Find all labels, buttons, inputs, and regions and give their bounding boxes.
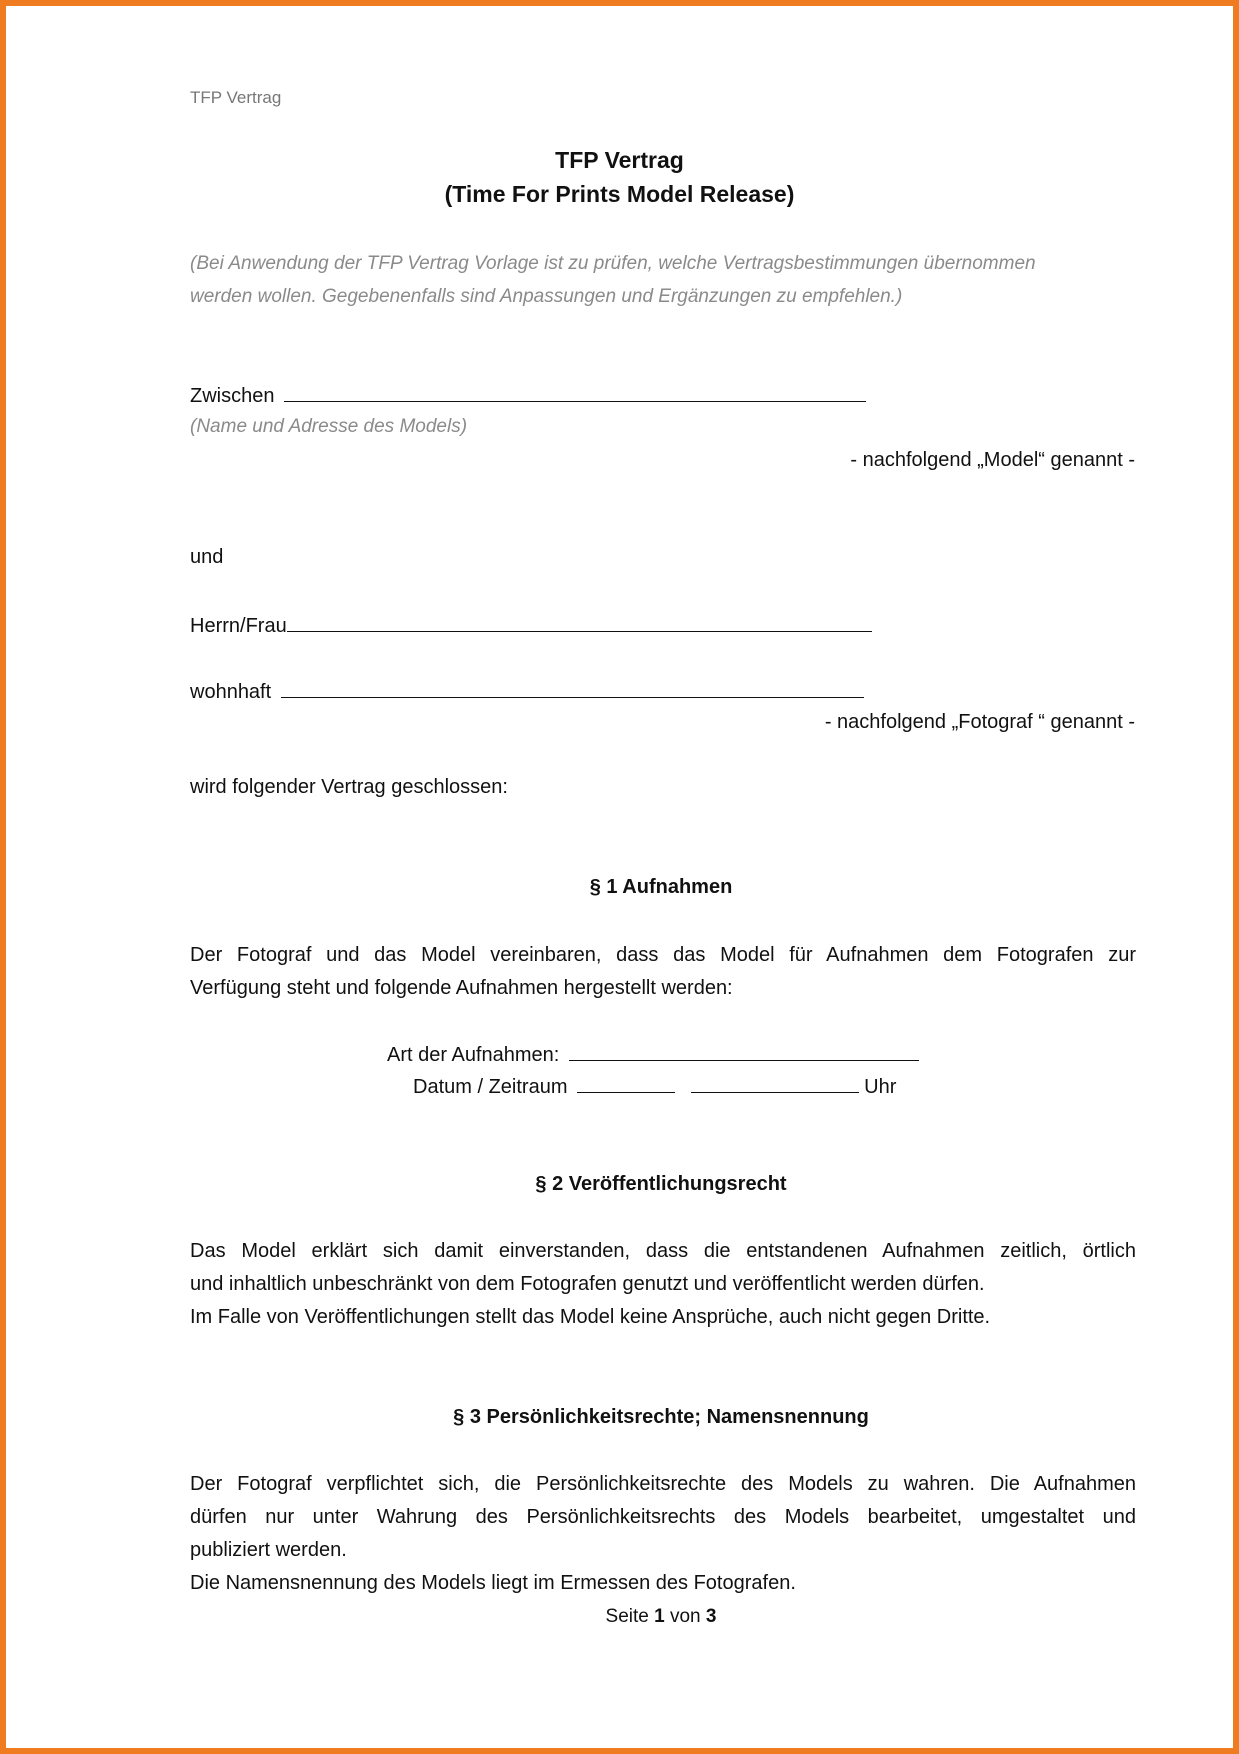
model-hint: (Name und Adresse des Models) — [190, 416, 468, 437]
fotograf-designation: - nachfolgend „Fotograf “ genannt - — [824, 711, 1135, 733]
datum-row — [413, 1073, 896, 1099]
datum-label: Datum / Zeitraum — [413, 1076, 568, 1098]
section-2-line-3: Im Falle von Veröffentlichungen stellt das Model keine Ansprüche, auch nicht gegen Dritte. — [190, 1306, 991, 1328]
herrn-frau-label: Herrn/Frau — [190, 615, 287, 637]
zwischen-row — [190, 382, 866, 408]
document-subtitle: (Time For Prints Model Release) — [444, 181, 795, 207]
conclusion-text: wird folgender Vertrag geschlossen: — [190, 776, 508, 798]
running-header: TFP Vertrag — [190, 88, 282, 107]
intro-note-line-1: (Bei Anwendung der TFP Vertrag Vorlage ist zu prüfen, welche Vertragsbestimmungen übernommen — [190, 253, 1036, 274]
fotograf-name-blank[interactable] — [287, 612, 872, 632]
art-blank[interactable] — [569, 1041, 919, 1061]
page-number-current: 1 — [654, 1606, 665, 1627]
section-1-line-2: Verfügung steht und folgende Aufnahmen hergestellt werden: — [190, 977, 733, 999]
page-number-label: Seite — [605, 1606, 649, 1627]
section-2-line-1: Das Model erklärt sich damit einverstanden, dass die entstandenen Aufnahmen zeitlich, örtlich — [190, 1240, 1136, 1262]
model-name-blank[interactable] — [284, 382, 866, 402]
zwischen-label: Zwischen — [190, 385, 275, 407]
document-title: TFP Vertrag — [555, 147, 684, 173]
und-text: und — [190, 546, 224, 568]
wohnhaft-row — [190, 678, 864, 704]
section-2-heading: § 2 Veröffentlichungsrecht — [535, 1173, 787, 1195]
wohnhaft-label: wohnhaft — [190, 681, 272, 703]
section-3-line-4: Die Namensnennung des Models liegt im Ermessen des Fotografen. — [190, 1572, 796, 1594]
model-designation: - nachfolgend „Model“ genannt - — [850, 449, 1135, 471]
section-3-line-1: Der Fotograf verpflichtet sich, die Persönlichkeitsrechte des Models zu wahren. Die Aufnahmen — [190, 1473, 1136, 1495]
uhr-label: Uhr — [864, 1076, 897, 1098]
section-3-line-2: dürfen nur unter Wahrung des Persönlichkeitsrechts des Models bearbeitet, umgestaltet und — [190, 1506, 1136, 1528]
section-1-line-1: Der Fotograf und das Model vereinbaren, dass das Model für Aufnahmen dem Fotografen zur — [190, 944, 1136, 966]
herrn-frau-row — [190, 612, 872, 638]
art-row — [387, 1041, 919, 1067]
section-1-heading: § 1 Aufnahmen — [589, 876, 733, 898]
intro-note-line-2: werden wollen. Gegebenenfalls sind Anpassungen und Ergänzungen zu empfehlen.) — [190, 286, 903, 307]
page-number-total: 3 — [705, 1606, 717, 1627]
datum-blank[interactable] — [577, 1073, 675, 1093]
page-number — [0, 1605, 1239, 1629]
page-number-von: von — [669, 1606, 701, 1627]
section-2-line-2: und inhaltlich unbeschränkt von dem Fotografen genutzt und veröffentlicht werden dürfen. — [190, 1273, 985, 1295]
section-3-heading: § 3 Persönlichkeitsrechte; Namensnennung — [453, 1406, 869, 1428]
uhrzeit-blank[interactable] — [691, 1073, 859, 1093]
fotograf-address-blank[interactable] — [281, 678, 864, 698]
art-label: Art der Aufnahmen: — [387, 1044, 560, 1066]
section-3-line-3: publiziert werden. — [190, 1539, 347, 1561]
